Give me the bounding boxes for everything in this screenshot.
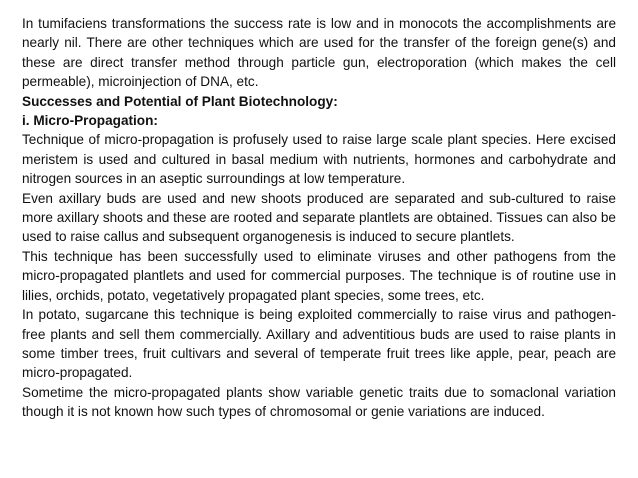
subsection-heading: i. Micro-Propagation:	[22, 113, 158, 129]
paragraph-axillary-buds: Even axillary buds are used and new shoots produced are separated and sub-cultured to raise more axillary shoots and these are rooted and separate plantlets are obtained. Tissues can also be used to raise callus and subsequent organogenesis is induced to secure plantlets.	[22, 190, 616, 245]
paragraph-somaclonal-variation: Sometime the micro-propagated plants show variable genetic traits due to somaclonal variation though it is not known how such types of chromosomal or genie variations are induced.	[22, 384, 616, 420]
paragraph-technique: Technique of micro-propagation is profusely used to raise large scale plant species. Here excised meristem is used and cultured in basal medium with nutrients, hormones and carbohydrate and nitrogen sources in an aseptic surroundings at low temperature.	[22, 132, 616, 187]
document-page	[22, 14, 616, 422]
intro-paragraph: In tumifaciens transformations the success rate is low and in monocots the accomplishments are nearly nil. There are other techniques which are used for the transfer of the foreign gene(s) and these are direct transfer method through particle gun, electroporation (which makes the cell permeable), microinjection of DNA, etc.	[22, 16, 616, 90]
section-heading: Successes and Potential of Plant Biotechnology:	[22, 93, 338, 109]
paragraph-virus-elimination: This technique has been successfully used to eliminate viruses and other pathogens from the micro-propagated plantlets and used for commercial purposes. The technique is of routine use in lilies, orchids, potato, vegetatively propagated plant species, some trees, etc.	[22, 248, 616, 303]
paragraph-potato-sugarcane: In potato, sugarcane this technique is being exploited commercially to raise virus and pathogen-free plants and sell them commercially. Axillary and adventitious buds are used to raise plants in some timber trees, fruit cultivars and several of temperate fruit trees like apple, pear, peach are micro-propagated.	[22, 307, 616, 381]
